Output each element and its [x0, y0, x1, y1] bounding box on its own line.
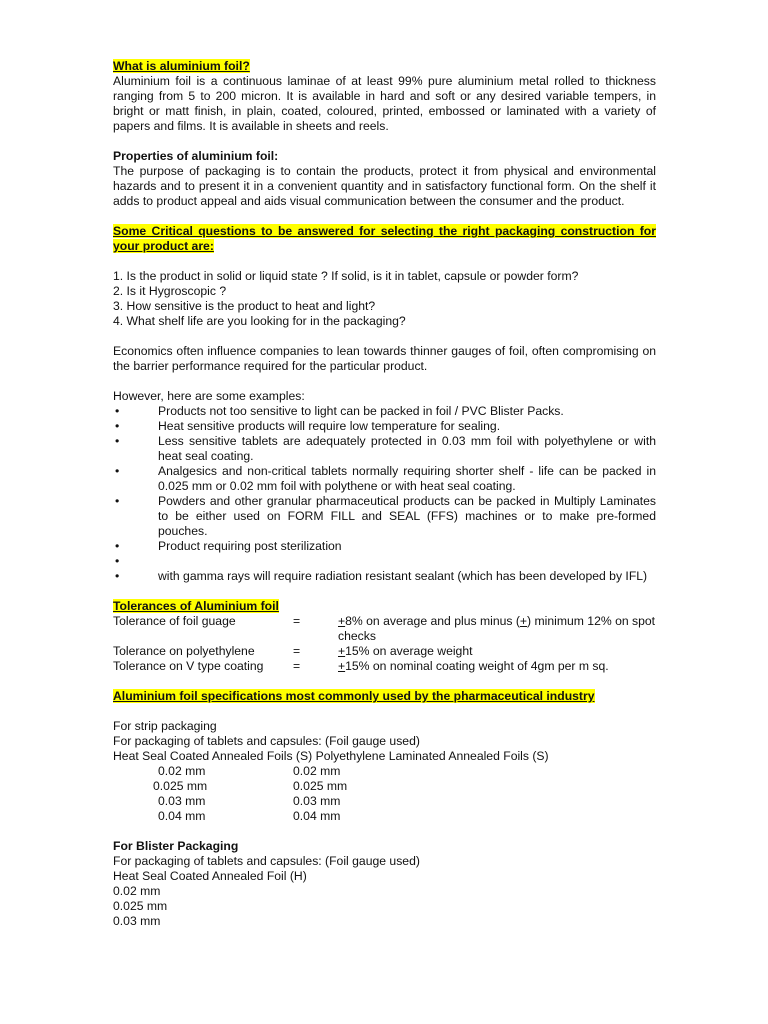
gauge-value: 0.03 mm: [158, 794, 206, 808]
bullet-icon: •: [115, 539, 120, 553]
tolerance-label: Tolerance on V type coating: [113, 659, 264, 673]
gauge-value: 0.025 mm: [113, 899, 168, 913]
bullet-icon: •: [115, 569, 120, 583]
bullet-icon: •: [115, 434, 120, 448]
tolerance-row: [113, 659, 656, 674]
tolerance-value: [338, 659, 656, 674]
list-item: [113, 539, 656, 554]
tolerance-value-text: 15% on nominal coating weight of 4gm per m sq.: [345, 659, 609, 673]
gauge-row: [113, 794, 656, 809]
strip-packaging-subtitle: For packaging of tablets and capsules: (Foil gauge used): [113, 734, 420, 748]
plus-minus-symbol: +: [338, 644, 346, 658]
gauge-value: 0.03 mm: [113, 914, 161, 928]
tolerance-value-text: 8% on average and plus minus (: [345, 614, 520, 628]
list-item-text: Analgesics and non-critical tablets normally requiring shorter shelf - life can be packed in 0.025 mm or 0.02 mm foil with polythene or with heat seal coating.: [158, 464, 656, 493]
gauge-value: 0.025 mm: [153, 779, 208, 793]
list-item: [113, 464, 656, 494]
tolerance-value-text: ) minimum 12% on spot checks: [338, 614, 656, 643]
plus-minus-symbol: +: [519, 614, 528, 628]
gauge-value: 0.04 mm: [293, 809, 341, 823]
tolerance-value: [338, 614, 656, 644]
heading-critical-questions: Some Critical questions to be answered for selecting the right packaging construction for your product are:: [113, 224, 656, 253]
heading-properties: Properties of aluminium foil:: [113, 149, 279, 163]
paragraph-properties: The purpose of packaging is to contain the products, protect it from physical and environmental hazards and to present it in a convenient quantity and in satisfactory functional form. On the shelf it adds to product appeal and aids visual communication between the consumer and the product.: [113, 164, 656, 208]
question-item: 3. How sensitive is the product to heat and light?: [113, 299, 376, 313]
list-item-text: with gamma rays will require radiation resistant sealant (which has been developed by IFL): [158, 569, 648, 583]
gauge-row: [113, 764, 656, 779]
heading-what-is-foil: What is aluminium foil?: [113, 59, 250, 73]
list-item: [113, 434, 656, 464]
equals-sign: =: [293, 659, 301, 673]
blister-foil-type: Heat Seal Coated Annealed Foil (H): [113, 869, 307, 883]
gauge-row: [113, 809, 656, 824]
tolerance-value-text: 15% on average weight: [345, 644, 473, 658]
tolerance-value: [338, 644, 656, 659]
gauge-value: 0.02 mm: [158, 764, 206, 778]
bullet-icon: •: [115, 494, 120, 508]
list-item-text: Less sensitive tablets are adequately protected in 0.03 mm foil with polyethylene or with heat seal coating.: [158, 434, 656, 463]
equals-sign: =: [293, 644, 301, 658]
gauge-value: 0.02 mm: [293, 764, 341, 778]
strip-foil-types: Heat Seal Coated Annealed Foils (S) Polyethylene Laminated Annealed Foils (S): [113, 749, 549, 763]
question-item: 4. What shelf life are you looking for in the packaging?: [113, 314, 406, 328]
list-item: [113, 554, 656, 569]
equals-sign: =: [293, 614, 301, 628]
heading-blister-packaging: For Blister Packaging: [113, 839, 239, 853]
list-item-text: Powders and other granular pharmaceutical products can be packed in Multiply Laminates to be either used on FORM FILL and SEAL (FFS) machines or to make pre-formed pouches.: [158, 494, 656, 538]
document-page: [113, 59, 656, 929]
gauge-value: 0.02 mm: [113, 884, 161, 898]
paragraph-economics: Economics often influence companies to lean towards thinner gauges of foil, often compromising on the barrier performance required for the particular product.: [113, 344, 656, 373]
tolerance-row: [113, 644, 656, 659]
strip-packaging-title: For strip packaging: [113, 719, 217, 733]
list-item-text: Product requiring post sterilization: [158, 539, 342, 553]
list-item: [113, 404, 656, 419]
list-item-text: Heat sensitive products will require low temperature for sealing.: [158, 419, 501, 433]
question-item: 1. Is the product in solid or liquid state ? If solid, is it in tablet, capsule or powder form?: [113, 269, 579, 283]
list-item: [113, 569, 656, 584]
tolerance-label: Tolerance of foil guage: [113, 614, 236, 628]
examples-intro: However, here are some examples:: [113, 389, 305, 403]
heading-tolerances: Tolerances of Aluminium foil: [113, 599, 279, 613]
bullet-icon: •: [115, 419, 120, 433]
bullet-icon: •: [115, 554, 120, 568]
gauge-row: [113, 779, 656, 794]
gauge-value: 0.04 mm: [158, 809, 206, 823]
tolerance-label: Tolerance on polyethylene: [113, 644, 255, 658]
paragraph-what-is-foil: Aluminium foil is a continuous laminae of at least 99% pure aluminium metal rolled to thickness ranging from 5 to 200 micron. It is available in hard and soft or any desired variable tempers, in bright or matt finish, in plain, coated, coloured, printed, embossed or laminated with a variety of papers and films. It is available in sheets and reels.: [113, 74, 656, 133]
tolerance-row: [113, 614, 656, 644]
plus-minus-symbol: +: [338, 614, 346, 628]
plus-minus-symbol: +: [338, 659, 346, 673]
question-item: 2. Is it Hygroscopic ?: [113, 284, 227, 298]
bullet-icon: •: [115, 404, 120, 418]
examples-list: [113, 404, 656, 584]
blister-subtitle: For packaging of tablets and capsules: (Foil gauge used): [113, 854, 420, 868]
gauge-value: 0.03 mm: [293, 794, 341, 808]
gauge-value: 0.025 mm: [293, 779, 348, 793]
list-item: [113, 419, 656, 434]
heading-specifications: Aluminium foil specifications most commonly used by the pharmaceutical industry: [113, 689, 595, 703]
list-item: [113, 494, 656, 539]
bullet-icon: •: [115, 464, 120, 478]
list-item-text: Products not too sensitive to light can be packed in foil / PVC Blister Packs.: [158, 404, 564, 418]
